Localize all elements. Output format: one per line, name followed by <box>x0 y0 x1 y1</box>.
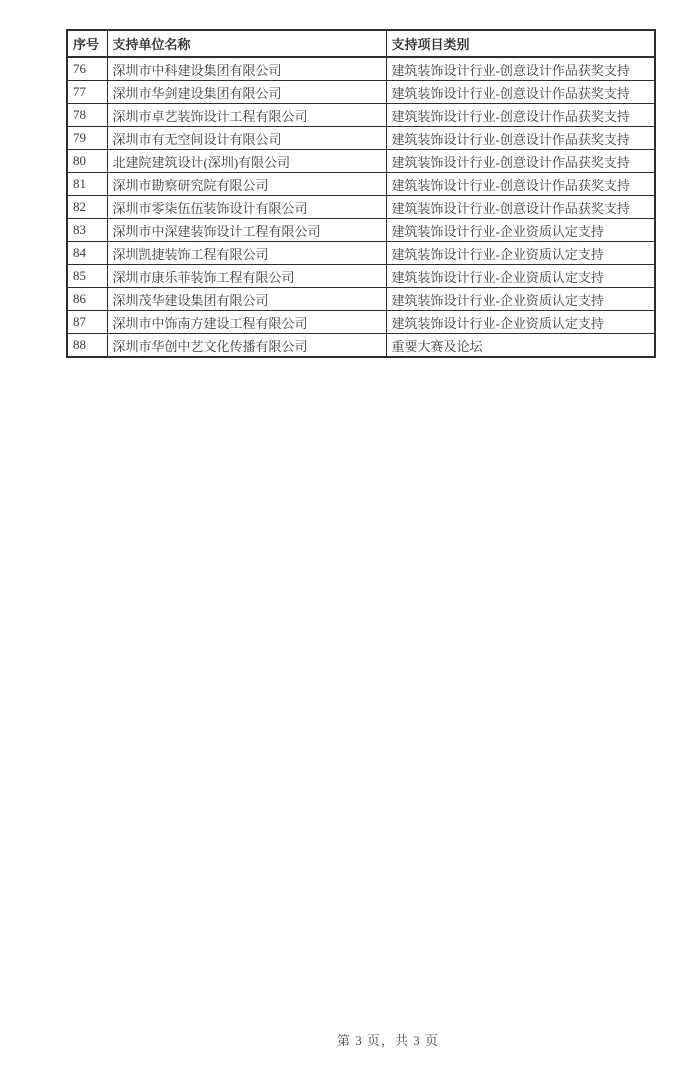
category-cell: 建筑装饰设计行业-创意设计作品获奖支持 <box>386 127 655 150</box>
table-row <box>67 81 655 104</box>
table-row <box>67 242 655 265</box>
company-name-cell: 深圳市康乐菲装饰工程有限公司 <box>107 265 386 288</box>
page-number-footer: 第 3 页，共 3 页 <box>337 1033 440 1048</box>
company-name-cell: 深圳市华创中艺文化传播有限公司 <box>107 334 386 358</box>
company-name-cell: 深圳市有无空间设计有限公司 <box>107 127 386 150</box>
category-cell: 建筑装饰设计行业-创意设计作品获奖支持 <box>386 81 655 104</box>
company-name-cell: 深圳市中科建设集团有限公司 <box>107 57 386 81</box>
table-row <box>67 127 655 150</box>
category-cell: 建筑装饰设计行业-企业资质认定支持 <box>386 288 655 311</box>
category-cell: 重要大赛及论坛 <box>386 334 655 358</box>
row-index-cell: 87 <box>67 311 107 334</box>
company-name-cell: 北建院建筑设计(深圳)有限公司 <box>107 150 386 173</box>
table-row <box>67 334 655 358</box>
row-index-cell: 86 <box>67 288 107 311</box>
company-name-cell: 深圳市中饰南方建设工程有限公司 <box>107 311 386 334</box>
row-index-cell: 88 <box>67 334 107 358</box>
table-row <box>67 173 655 196</box>
category-cell: 建筑装饰设计行业-企业资质认定支持 <box>386 219 655 242</box>
company-name-cell: 深圳市中深建装饰设计工程有限公司 <box>107 219 386 242</box>
category-cell: 建筑装饰设计行业-企业资质认定支持 <box>386 265 655 288</box>
table-row <box>67 311 655 334</box>
table-header-row <box>67 30 655 57</box>
company-name-cell: 深圳凯捷装饰工程有限公司 <box>107 242 386 265</box>
row-index-cell: 79 <box>67 127 107 150</box>
category-cell: 建筑装饰设计行业-创意设计作品获奖支持 <box>386 173 655 196</box>
col-header-index: 序号 <box>67 30 107 57</box>
table-row <box>67 288 655 311</box>
row-index-cell: 78 <box>67 104 107 127</box>
category-cell: 建筑装饰设计行业-企业资质认定支持 <box>386 242 655 265</box>
support-units-table <box>66 29 656 358</box>
category-cell: 建筑装饰设计行业-创意设计作品获奖支持 <box>386 57 655 81</box>
table-row <box>67 57 655 81</box>
row-index-cell: 82 <box>67 196 107 219</box>
company-name-cell: 深圳茂华建设集团有限公司 <box>107 288 386 311</box>
category-cell: 建筑装饰设计行业-企业资质认定支持 <box>386 311 655 334</box>
category-cell: 建筑装饰设计行业-创意设计作品获奖支持 <box>386 150 655 173</box>
col-header-company: 支持单位名称 <box>107 30 386 57</box>
company-name-cell: 深圳市零柒伍伍装饰设计有限公司 <box>107 196 386 219</box>
table-row <box>67 265 655 288</box>
company-name-cell: 深圳市勘察研究院有限公司 <box>107 173 386 196</box>
col-header-category: 支持项目类别 <box>386 30 655 57</box>
table-row <box>67 150 655 173</box>
row-index-cell: 77 <box>67 81 107 104</box>
table-row <box>67 104 655 127</box>
row-index-cell: 80 <box>67 150 107 173</box>
table-row <box>67 196 655 219</box>
row-index-cell: 83 <box>67 219 107 242</box>
row-index-cell: 84 <box>67 242 107 265</box>
row-index-cell: 76 <box>67 57 107 81</box>
category-cell: 建筑装饰设计行业-创意设计作品获奖支持 <box>386 104 655 127</box>
category-cell: 建筑装饰设计行业-创意设计作品获奖支持 <box>386 196 655 219</box>
table-row <box>67 219 655 242</box>
company-name-cell: 深圳市华剑建设集团有限公司 <box>107 81 386 104</box>
row-index-cell: 81 <box>67 173 107 196</box>
company-name-cell: 深圳市卓艺装饰设计工程有限公司 <box>107 104 386 127</box>
row-index-cell: 85 <box>67 265 107 288</box>
